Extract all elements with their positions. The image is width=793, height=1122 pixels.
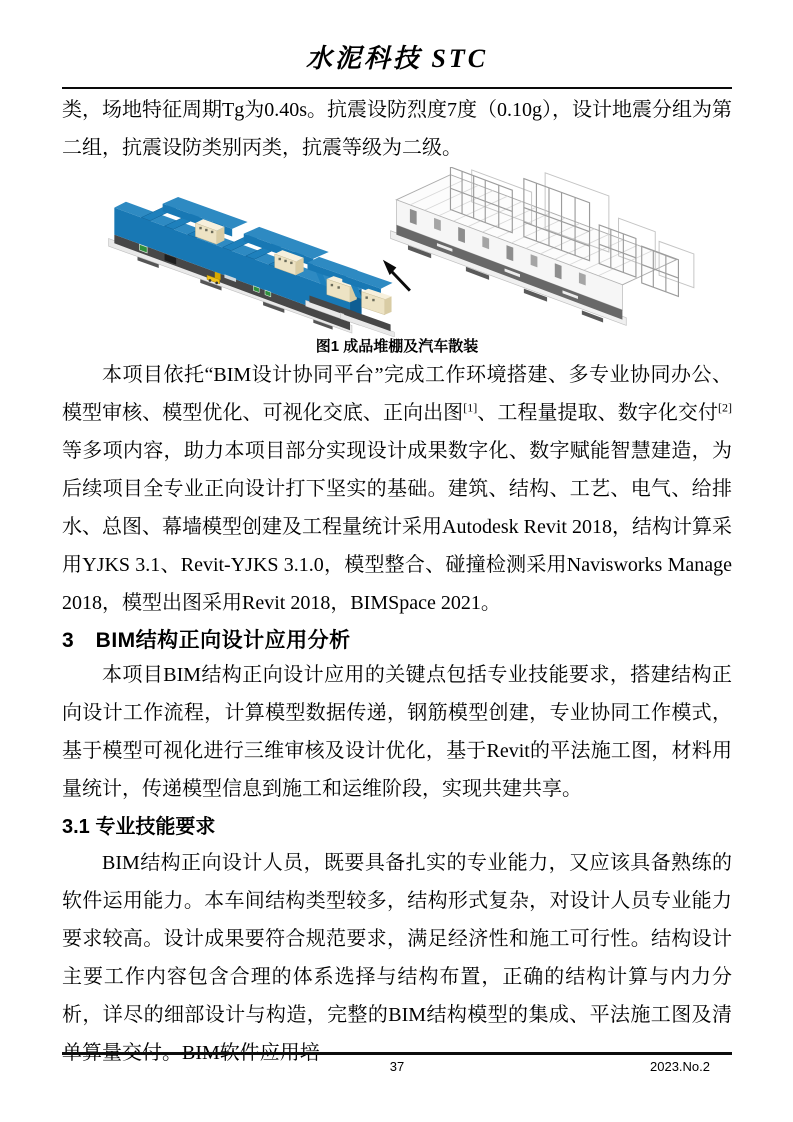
header-rule [62,87,732,89]
bim-rendered-model [109,197,395,337]
page-number: 37 [389,1059,405,1074]
paragraph-seismic: 类，场地特征周期Tg为0.40s。抗震设防烈度7度（0.10g），设计地震分组为第二组，抗震设防类别丙类，抗震等级为二级。 [62,99,732,159]
citation-superscript: [2] [718,400,733,415]
section-3-heading: 3 BIM结构正向设计应用分析 [62,629,351,652]
text-segment: 本项目依托“BIM设计协同平台”完成工作环境搭建、多专业协同办公、模型审核、模型优化、可视化交底、正向出图 [62,364,732,424]
issue-number: 2023.No.2 [650,1059,710,1074]
footer-rule [62,1052,732,1055]
figure-1-image [98,167,716,337]
paragraph-section-3: 本项目BIM结构正向设计应用的关键点包括专业技能要求，搭建结构正向设计工作流程，计算模型数据传递，钢筋模型创建，专业协同工作模式，基于模型可视化进行三维审核及设计优化，基于Revit的平法施工图，材料用量统计，传递模型信息到施工和运维阶段，实现共建共享。 [62,664,732,800]
citation-superscript: [1] [463,400,478,415]
page-footer [62,1052,732,1077]
page-content [62,0,732,1072]
figure-1 [62,167,732,356]
figure-1-caption: 图1 成品堆棚及汽车散装 [315,338,479,355]
journal-title: 水泥科技 STC [305,44,489,73]
paragraph-section-3-1: BIM结构正向设计人员，既要具备扎实的专业能力，又应该具备熟练的软件运用能力。本车间结构类型较多，结构形式复杂，对设计人员专业能力要求较高。设计成果要符合规范要求，满足经济性和施工可行性。结构设计主要工作内容包含合理的体系选择与结构布置，正确的结构计算与内力分析，详尽的细部设计与构造，完整的BIM结构模型的集成、平法施工图及清单算量交付。BIM软件应用培 [62,852,732,1064]
text-segment: 、工程量提取、数字化交付 [477,402,719,424]
paragraph-bim-platform [62,356,732,622]
wireframe-structural-model [391,167,694,325]
text-segment: 等多项内容，助力本项目部分实现设计成果数字化、数字赋能智慧建造，为后续项目全专业正向设计打下坚实的基础。建筑、结构、工艺、电气、给排水、总图、幕墙模型创建及工程量统计采用Autodesk Revit 2018，结构计算采用YJKS 3.1、Revit-YJKS 3.1.0，模型整合、碰撞检测采用Navisworks Manage 2018，模型出图采用Revit 2018，BIMSpace 2021。 [62,440,732,614]
footer-row [62,1057,732,1077]
pointer-arrow-icon [383,260,410,291]
section-3-1-heading: 3.1 专业技能要求 [62,816,216,838]
